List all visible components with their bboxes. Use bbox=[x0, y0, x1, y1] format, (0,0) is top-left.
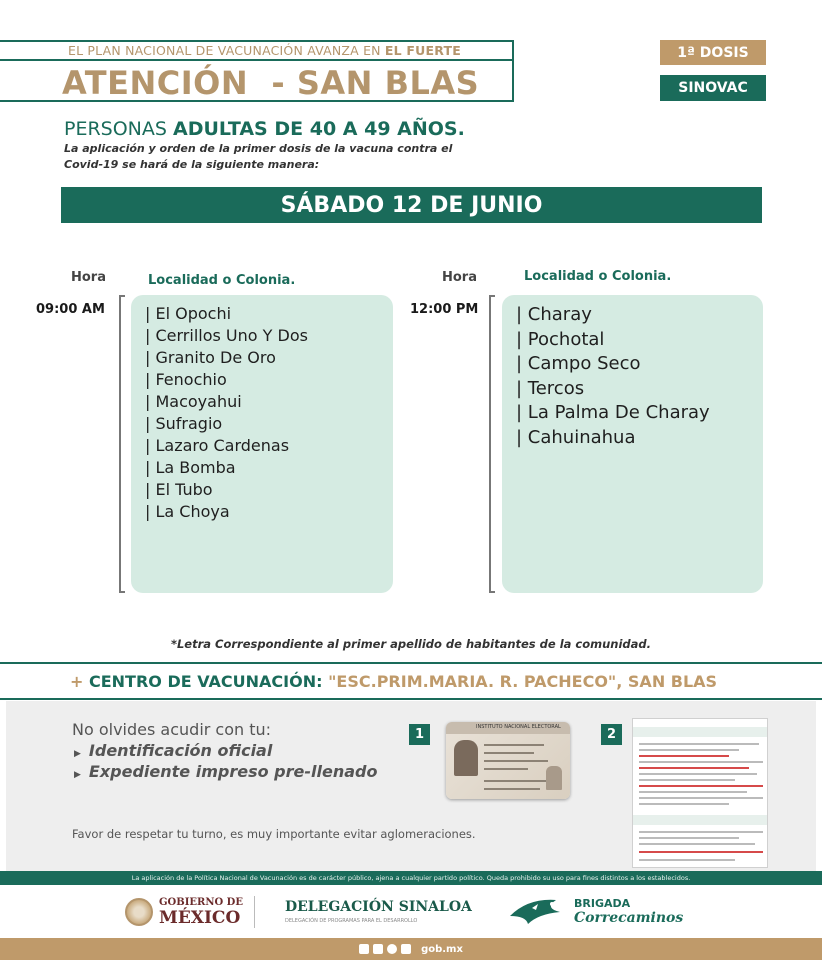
hour-label-left: Hora bbox=[71, 270, 106, 285]
list-item: | La Bomba bbox=[145, 458, 236, 477]
list-item: | Fenochio bbox=[145, 370, 227, 389]
list-item: | La Choya bbox=[145, 502, 230, 521]
delegacion-title: DELEGACIÓN SINALOA bbox=[285, 899, 472, 915]
turn-notice: Favor de respetar tu turno, es muy importante evitar aglomeraciones. bbox=[72, 827, 476, 841]
locality-label-right: Localidad o Colonia. bbox=[524, 269, 672, 284]
id-line bbox=[484, 768, 528, 770]
form-line bbox=[639, 803, 729, 805]
form-line-red bbox=[639, 755, 729, 757]
header-divider bbox=[0, 59, 512, 61]
vaccination-center bbox=[70, 672, 717, 691]
youtube-icon[interactable] bbox=[401, 944, 411, 954]
center-place: "ESC.PRIM.MARIA. R. PACHECO", SAN BLAS bbox=[328, 672, 718, 691]
form-line bbox=[639, 859, 735, 861]
list-item: | El Tubo bbox=[145, 480, 213, 499]
requirement-text: Identificación oficial bbox=[88, 741, 273, 760]
form-line bbox=[639, 843, 755, 845]
form-line bbox=[639, 761, 763, 763]
list-item: | Tercos bbox=[516, 377, 585, 399]
vaccine-badge: SINOVAC bbox=[660, 75, 766, 101]
form-line bbox=[639, 779, 735, 781]
locality-list-2 bbox=[502, 295, 763, 593]
id-card-image bbox=[446, 722, 570, 799]
vaccination-form-image bbox=[632, 718, 768, 868]
requirement-item-1 bbox=[74, 741, 272, 760]
audience-intro: La aplicación y orden de la primer dosis de la vacuna contra el Covid-19 se hará de la siguiente manera: bbox=[64, 142, 453, 171]
list-item: | Macoyahui bbox=[145, 392, 242, 411]
subtitle-prefix: EL PLAN NACIONAL DE VACUNACIÓN AVANZA EN bbox=[68, 43, 381, 58]
locality-list-1 bbox=[131, 295, 393, 593]
form-line-red bbox=[639, 767, 749, 769]
form-line bbox=[639, 791, 747, 793]
time-slot-2: 12:00 PM bbox=[410, 302, 479, 317]
instagram-icon[interactable] bbox=[387, 944, 397, 954]
list-item: | Granito De Oro bbox=[145, 348, 276, 367]
list-item: | El Opochi bbox=[145, 304, 232, 323]
list-item: | Cahuinahua bbox=[516, 426, 636, 448]
requirement-item-2 bbox=[74, 762, 377, 781]
form-line bbox=[639, 831, 763, 833]
list-item: | Campo Seco bbox=[516, 353, 641, 374]
divider-top bbox=[0, 662, 822, 664]
header-title: ATENCIÓN - SAN BLAS bbox=[62, 64, 480, 102]
id-line bbox=[484, 780, 554, 782]
time-slot-1: 09:00 AM bbox=[36, 302, 105, 317]
form-line bbox=[639, 837, 739, 839]
id-photo-icon bbox=[454, 740, 478, 776]
audience-heading bbox=[64, 118, 465, 140]
delegacion-subtitle: DELEGACIÓN DE PROGRAMAS PARA EL DESARROLLO bbox=[285, 918, 418, 924]
gobmx-link[interactable]: gob.mx bbox=[421, 943, 463, 955]
gob-small-text: GOBIERNO DE bbox=[159, 897, 243, 908]
requirement-text: Expediente impreso pre-llenado bbox=[88, 762, 378, 781]
form-header-band bbox=[633, 727, 768, 737]
footnote: *Letra Correspondiente al primer apellido de habitantes de la comunidad. bbox=[170, 637, 652, 651]
id-line bbox=[484, 760, 548, 762]
footer-bar bbox=[0, 938, 822, 960]
logo-separator bbox=[254, 896, 255, 928]
bullet-icon: ▶ bbox=[74, 749, 81, 759]
list-item: | Cerrillos Uno Y Dos bbox=[145, 326, 308, 345]
id-line bbox=[484, 788, 540, 790]
form-line bbox=[639, 743, 759, 745]
list-item: | Pochotal bbox=[516, 328, 605, 350]
list-item: | Lazaro Cardenas bbox=[145, 436, 290, 455]
date-bar: SÁBADO 12 DE JUNIO bbox=[61, 187, 762, 223]
bullet-icon: ▶ bbox=[74, 770, 81, 780]
list-item: | La Palma De Charay bbox=[516, 402, 710, 423]
twitter-icon[interactable] bbox=[373, 944, 383, 954]
audience-highlight: ADULTAS DE 40 A 49 AÑOS. bbox=[173, 118, 465, 140]
subtitle-place: EL FUERTE bbox=[384, 43, 461, 58]
list-item: | Sufragio bbox=[145, 414, 223, 433]
bracket-left bbox=[119, 295, 125, 593]
gobierno-mexico-logo bbox=[125, 895, 243, 931]
audience-prefix: PERSONAS bbox=[64, 118, 167, 140]
dose-badge: 1ª DOSIS bbox=[660, 40, 766, 65]
id-thumb-icon bbox=[546, 766, 562, 790]
id-line bbox=[484, 752, 534, 754]
form-header-band bbox=[633, 815, 768, 825]
form-line bbox=[639, 773, 757, 775]
id-card-title: INSTITUTO NACIONAL ELECTORAL bbox=[476, 724, 561, 730]
hour-label-right: Hora bbox=[442, 270, 477, 285]
correcaminos-text: Correcaminos bbox=[574, 910, 684, 926]
bracket-right bbox=[489, 295, 495, 593]
eagle-seal-icon bbox=[125, 898, 153, 926]
header-subtitle bbox=[68, 43, 461, 58]
form-line bbox=[639, 797, 763, 799]
center-label: CENTRO DE VACUNACIÓN: bbox=[88, 672, 323, 691]
step-2-badge: 2 bbox=[601, 724, 622, 745]
id-line bbox=[484, 744, 544, 746]
divider-bottom bbox=[0, 698, 822, 700]
form-line-red bbox=[639, 785, 763, 787]
facebook-icon[interactable] bbox=[359, 944, 369, 954]
brigada-text: BRIGADA bbox=[574, 897, 631, 910]
legal-notice: La aplicación de la Política Nacional de Vacunación es de carácter público, ajena a cualquier partido político. Queda prohibido su uso para fines distintos a los establecidos. bbox=[0, 871, 822, 885]
list-item: | Charay bbox=[516, 304, 592, 325]
gob-big-text: MÉXICO bbox=[159, 908, 241, 928]
step-1-badge: 1 bbox=[409, 724, 430, 745]
requirements-intro: No olvides acudir con tu: bbox=[72, 720, 272, 739]
form-line bbox=[639, 749, 739, 751]
locality-label-left: Localidad o Colonia. bbox=[148, 273, 296, 288]
form-line-red bbox=[639, 851, 763, 853]
roadrunner-logo-icon bbox=[508, 894, 570, 928]
plus-icon: + bbox=[70, 672, 84, 691]
